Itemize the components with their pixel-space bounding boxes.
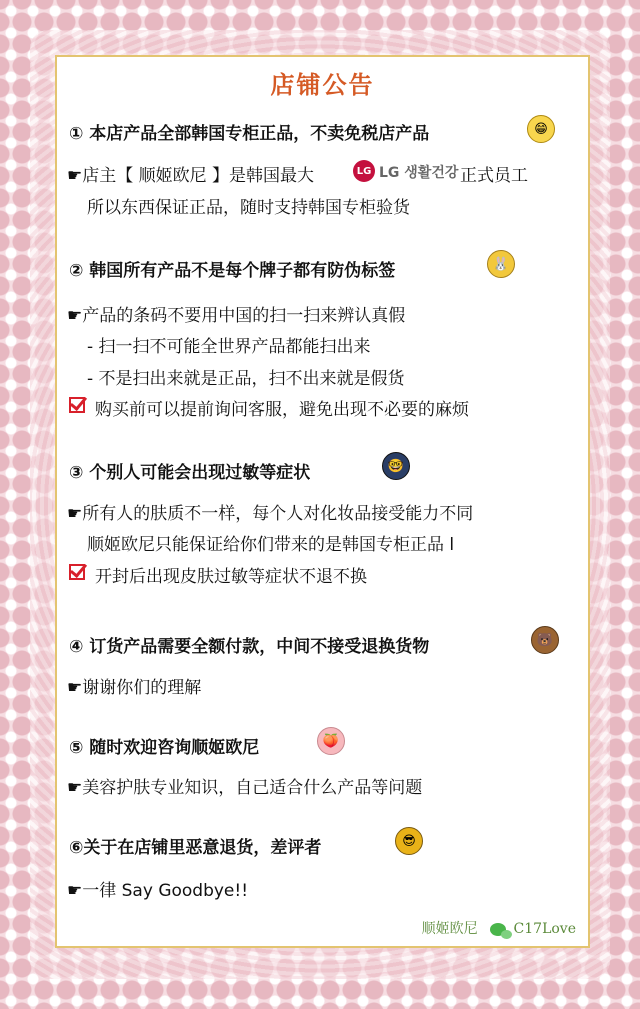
dark-face-emoji-icon: 🤓 xyxy=(382,452,410,480)
sunglasses-emoji-icon: 😎 xyxy=(395,827,423,855)
lg-logo-icon: LG xyxy=(353,160,375,182)
section-3-heading: ③ 个别人可能会出现过敏等症状 xyxy=(69,463,311,483)
wechat-icon xyxy=(490,923,506,936)
section-6-heading: ⑥关于在店铺里恶意退货，差评者 xyxy=(69,838,322,858)
notice-card xyxy=(55,55,590,948)
section-2-heading: ② 韩国所有产品不是每个牌子都有防伪标签 xyxy=(69,261,396,281)
section-6-line-1: ☛一律 Say Goodbye!! xyxy=(67,881,249,901)
bear-emoji-icon: 🐻 xyxy=(531,626,559,654)
section-5-heading: ⑤ 随时欢迎咨询顺姬欧尼 xyxy=(69,738,260,758)
section-1-heading: ① 本店产品全部韩国专柜正品，不卖免税店产品 xyxy=(69,124,430,144)
notice-title: 店铺公告 xyxy=(270,71,375,99)
smile-emoji-icon: 😁 xyxy=(527,115,555,143)
section-5-line-1: ☛美容护肤专业知识，自己适合什么产品等问题 xyxy=(67,778,423,798)
section-1-line-1: ☛店主【 顺姬欧尼 】是韩国最大 xyxy=(67,166,315,186)
section-3-line-3: 开封后出现皮肤过敏等症状不退不换 xyxy=(95,567,367,587)
wechat-id: C17Love xyxy=(513,921,576,937)
signature-name: 顺姬欧尼 xyxy=(421,921,478,937)
section-4-line-1: ☛谢谢你们的理解 xyxy=(67,678,202,698)
section-2-line-3: - 不是扫出来就是正品，扫不出来就是假货 xyxy=(87,369,405,389)
peach-emoji-icon: 🍑 xyxy=(317,727,345,755)
section-1-line-3: 所以东西保证正品，随时支持韩国专柜验货 xyxy=(87,198,410,218)
section-2-line-2: - 扫一扫不可能全世界产品都能扫出来 xyxy=(87,337,371,357)
section-2-line-4: 购买前可以提前询问客服，避免出现不必要的麻烦 xyxy=(95,400,469,420)
section-3-line-1: ☛所有人的肤质不一样，每个人对化妆品接受能力不同 xyxy=(67,504,474,524)
section-1-line-2: 正式员工 xyxy=(460,166,528,186)
rabbit-emoji-icon: 🐰 xyxy=(487,250,515,278)
section-4-heading: ④ 订货产品需要全额付款，中间不接受退换货物 xyxy=(69,637,430,657)
checkbox-icon xyxy=(69,564,85,580)
lg-brand-text: LG 생활건강 xyxy=(379,165,459,181)
section-3-line-2: 顺姬欧尼只能保证给你们带来的是韩国专柜正品 l xyxy=(87,535,455,555)
checkbox-icon xyxy=(69,397,85,413)
section-2-line-1: ☛产品的条码不要用中国的扫一扫来辨认真假 xyxy=(67,306,406,326)
signature xyxy=(422,918,576,938)
